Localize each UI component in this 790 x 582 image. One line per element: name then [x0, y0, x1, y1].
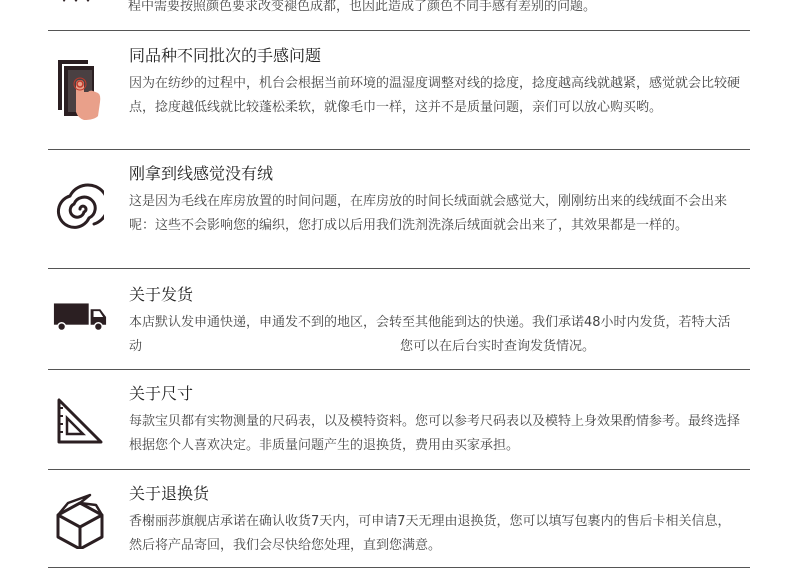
section-body: 每款宝贝都有实物测量的尺码表，以及模特资料。您可以参考尺码表以及模特上身效果酌情参考。最终选择根据您个人喜欢决定。非质量问题产生的退换货，费用由买家承担。	[129, 414, 741, 453]
divider	[48, 567, 750, 568]
top-partial-text: 程中需要按照颜色要求改变褪色成都，也因此造成了颜色不同手感有差别的问题。	[128, 0, 597, 14]
divider	[48, 369, 750, 370]
divider	[48, 30, 750, 31]
truck-icon	[52, 284, 108, 348]
section-body	[129, 311, 741, 359]
section-body: 香榭丽莎旗舰店承诺在确认收货7天内，可申请7天无理由退换货，您可以填写包裹内的售后卡相关信息，然后将产品寄回，我们会尽快给您处理，直到您满意。	[129, 514, 731, 553]
section-title: 刚拿到线感觉没有绒	[129, 164, 274, 183]
section-title: 关于发货	[129, 285, 194, 304]
section-title: 关于退换货	[129, 484, 210, 503]
divider	[48, 268, 750, 269]
touch-hand-icon	[52, 58, 108, 122]
section-title: 关于尺寸	[129, 384, 194, 403]
ruler-triangle-icon	[52, 389, 108, 453]
divider	[48, 469, 750, 470]
section-body: 因为在纺纱的过程中，机台会根据当前环境的温湿度调整对线的捻度，捻度越高线就越紧，感觉就会比较硬点，捻度越低线就比较蓬松柔软，就像毛巾一样，这并不是质量问题，亲们可以放心购买哟。	[129, 76, 741, 115]
section-body: 这是因为毛线在库房放置的时间问题，在库房放的时间长绒面就会感觉大，刚刚纺出来的线绒面不会出来呢：这些不会影响您的编织，您打成以后用我们洗剂洗涤后绒面就会出来了，其效果都是一样的。	[129, 194, 728, 233]
spiral-icon	[52, 177, 108, 241]
divider	[48, 149, 750, 150]
shipping-body-a: 本店默认发申通快递，申通发不到的地区，会转至其他能到达的快递。我们承诺48小时内发货，若特大活动	[129, 315, 731, 354]
partial-icon	[56, 0, 102, 6]
package-box-icon	[52, 489, 108, 553]
section-title: 同品种不同批次的手感问题	[129, 46, 322, 65]
shipping-body-b: 您可以在后台实时查询发货情况。	[400, 339, 596, 354]
